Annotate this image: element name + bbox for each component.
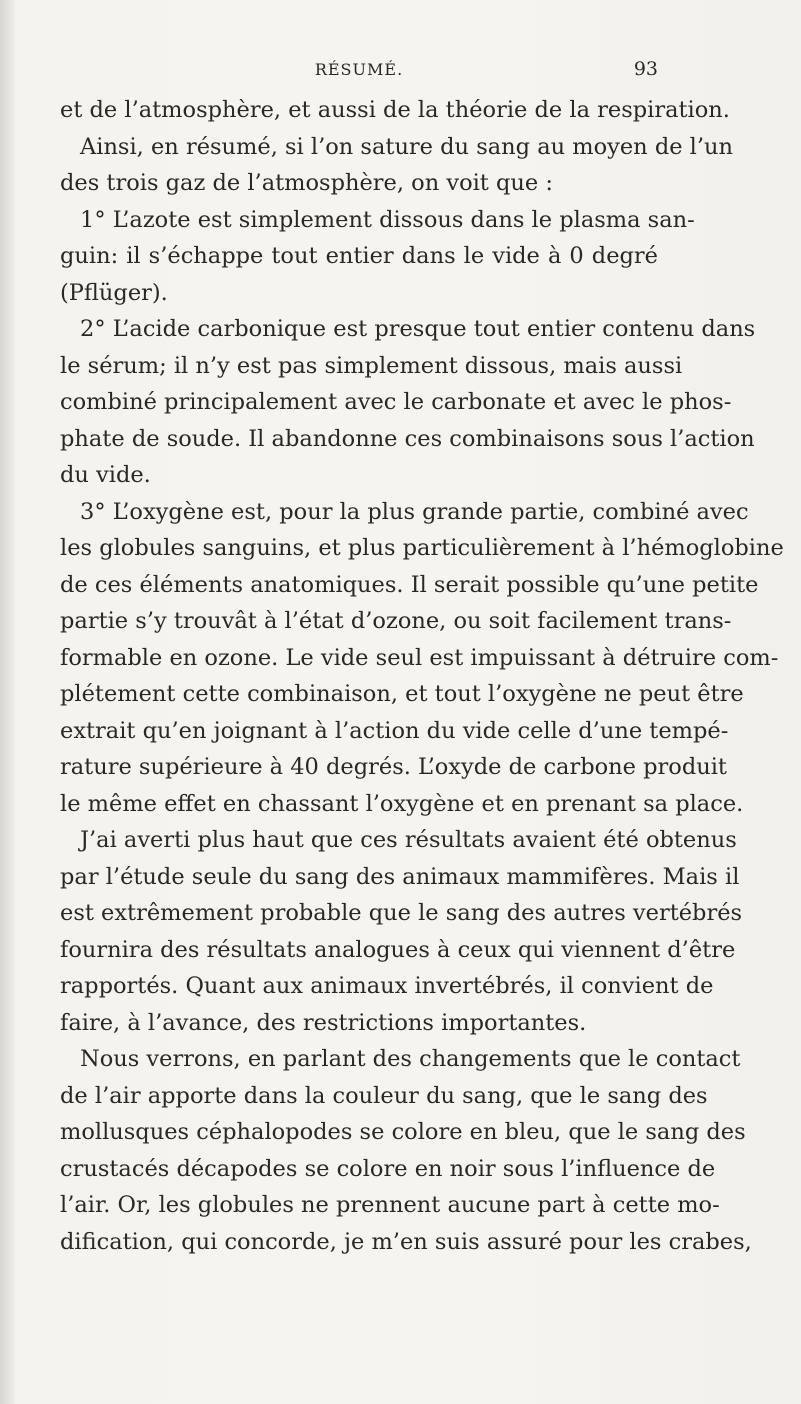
text-line: guin: il s’échappe tout entier dans le vide à 0 degré — [60, 243, 658, 269]
text-line: 2° L’acide carbonique est presque tout entier contenu dans — [80, 316, 756, 342]
page-gutter-shadow — [0, 0, 14, 1404]
text-line: dification, qui concorde, je m’en suis assuré pour les crabes, — [60, 1228, 752, 1255]
text-line: Ainsi, en résumé, si l’on sature du sang au moyen de l’un — [80, 133, 734, 160]
text-line: le sérum; il n’y est pas simplement dissous, mais aussi — [60, 352, 683, 379]
text-line: extrait qu’en joignant à l’action du vide celle d’une tempé- — [60, 717, 729, 744]
text-line: l’air. Or, les globules ne prennent aucune part à cette mo- — [60, 1192, 720, 1218]
text-line: 1° L’azote est simplement dissous dans le plasma san- — [80, 206, 695, 233]
text-line: est extrêmement probable que le sang des autres vertébrés — [60, 900, 743, 926]
text-line: Nous verrons, en parlant des changements que le contact — [80, 1046, 741, 1072]
text-line: et de l’atmosphère, et aussi de la théorie de la respiration. — [60, 97, 730, 123]
text-line: formable en ozone. Le vide seul est impuissant à détruire com- — [60, 644, 779, 671]
page-number: 93 — [633, 58, 658, 80]
text-line: phate de soude. Il abandonne ces combinaisons sous l’action — [60, 425, 755, 452]
text-line: partie s’y trouvât à l’état d’ozone, ou soit facilement trans- — [60, 608, 732, 634]
text-line: du vide. — [60, 462, 151, 488]
text-line: rapportés. Quant aux animaux invertébrés, il convient de — [60, 973, 714, 999]
text-line: des trois gaz de l’atmosphère, on voit que : — [60, 170, 553, 196]
text-line: les globules sanguins, et plus particulièrement à l’hémoglobine — [60, 535, 784, 561]
text-line: fournira des résultats analogues à ceux qui viennent d’être — [60, 936, 736, 963]
text-line: mollusques céphalopodes se colore en bleu, que le sang des — [60, 1119, 746, 1145]
text-line: 3° L’oxygène est, pour la plus grande partie, combiné avec — [80, 498, 749, 525]
text-line: combiné principalement avec le carbonate et avec le phos- — [60, 389, 732, 415]
text-line: (Pflüger). — [60, 279, 168, 306]
text-line: de l’air apporte dans la couleur du sang, que le sang des — [60, 1082, 708, 1109]
text-line: faire, à l’avance, des restrictions importantes. — [60, 1009, 587, 1036]
page-header — [60, 56, 658, 84]
text-line: par l’étude seule du sang des animaux mammifères. Mais il — [60, 863, 740, 890]
text-line: plétement cette combinaison, et tout l’oxygène ne peut être — [60, 681, 744, 707]
text-line: de ces éléments anatomiques. Il serait possible qu’une petite — [60, 571, 759, 598]
text-line: rature supérieure à 40 degrés. L’oxyde de carbone produit — [60, 754, 727, 780]
text-line: le même effet en chassant l’oxygène et en prenant sa place. — [60, 790, 744, 817]
running-title: RÉSUMÉ. — [314, 60, 404, 79]
body-text — [60, 92, 784, 1260]
text-line: J’ai averti plus haut que ces résultats avaient été obtenus — [80, 827, 737, 853]
text-line: crustacés décapodes se colore en noir sous l’influence de — [60, 1155, 716, 1182]
